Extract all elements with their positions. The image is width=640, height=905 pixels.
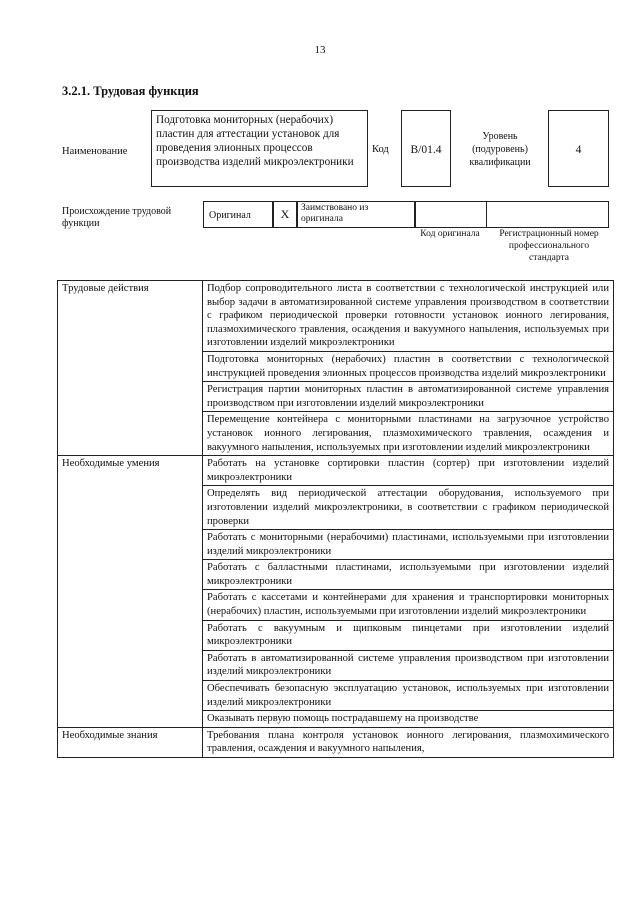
name-label: Наименование [62, 146, 128, 157]
table-cell: Обеспечивать безопасную эксплуатацию установок, используемых при изготовлении изделий микроэлектроники [203, 681, 614, 711]
table-cell: Работать с мониторными (нерабочими) пластинами, используемыми при изготовлении изделий микроэлектроники [203, 530, 614, 560]
table-cell: Работать в автоматизированной системе управления производством при изготовлении изделий микроэлектроники [203, 650, 614, 680]
row-heading: Необходимые знания [58, 727, 203, 757]
qualification-level-label: Уровень (подуровень) квалификации [469, 131, 531, 168]
reg-number-cell [487, 201, 609, 228]
origin-label: Происхождение трудовой функции [62, 206, 172, 229]
row-heading: Необходимые умения [58, 456, 203, 728]
original-cell [203, 201, 273, 228]
code-label: Код [372, 144, 389, 155]
row-heading: Трудовые действия [58, 281, 203, 456]
qualification-level-box: 4 [548, 110, 609, 187]
table-row [58, 456, 614, 486]
table-cell: Подготовка мониторных (нерабочих) пластин в соответствии с технологической инструкцией проведения элионных процессов производства изделий микроэлектроники [203, 351, 614, 381]
code-value-box: B/01.4 [401, 110, 451, 187]
table-cell: Работать с кассетами и контейнерами для хранения и транспортировки мониторных (нерабочих) пластин, используемыми при изготовлении изделий микроэлектроники [203, 590, 614, 620]
section-title: 3.2.1. Трудовая функция [62, 84, 199, 98]
code-original-cell [415, 201, 487, 228]
original-mark: X [273, 201, 297, 228]
table-cell: Оказывать первую помощь пострадавшему на производстве [203, 711, 614, 728]
table-cell: Работать на установке сортировки пластин (сортер) при изготовлении изделий микроэлектроники [203, 456, 614, 486]
table-cell: Регистрация партии мониторных пластин в автоматизированной системе управления производством при изготовлении изделий микроэлектроники [203, 382, 614, 412]
table-cell: Подбор сопроводительного листа в соответствии с технологической инструкцией или выбор задачи в автоматизированной системе управления производством в соответствии с графиком периодической проверки готовности установок ионного легирования, плазмохимического травления, осаждения и вакуумного напыления, используемых при изготовлении изделий микроэлектроники [203, 281, 614, 352]
table-cell: Перемещение контейнера с мониторными пластинами на загрузочное устройство установок ионного легирования, плазмохимического травления, осаждения и вакуумного напыления, используемых при изготовлении изделий микроэлектроники [203, 412, 614, 456]
table-cell: Требования плана контроля установок ионного легирования, плазмохимического травления, осаждения и вакуумного напыления, [203, 727, 614, 757]
reg-number-label: Регистрационный номер профессионального стандарта [499, 229, 599, 263]
page-number: 13 [314, 44, 326, 56]
code-original-label: Код оригинала [420, 229, 480, 239]
original-label: Оригинал [209, 210, 251, 221]
function-name-box: Подготовка мониторных (нерабочих) пластин для аттестации установок для проведения элионных процессов производства изделий микроэлектроники [151, 110, 368, 187]
table-cell: Работать с вакуумным и щипковым пинцетами при изготовлении изделий микроэлектроники [203, 620, 614, 650]
table-row [58, 281, 614, 352]
borrowed-label: Заимствовано из оригинала [301, 203, 369, 224]
table-cell: Работать с балластными пластинами, используемыми при изготовлении изделий микроэлектроники [203, 560, 614, 590]
table-row [58, 727, 614, 757]
table-cell: Определять вид периодической аттестации оборудования, используемого при изготовлении изделий микроэлектроники, в соответствии с графиком периодической проверки [203, 486, 614, 530]
function-details-table [57, 280, 614, 758]
borrowed-cell [297, 201, 415, 228]
